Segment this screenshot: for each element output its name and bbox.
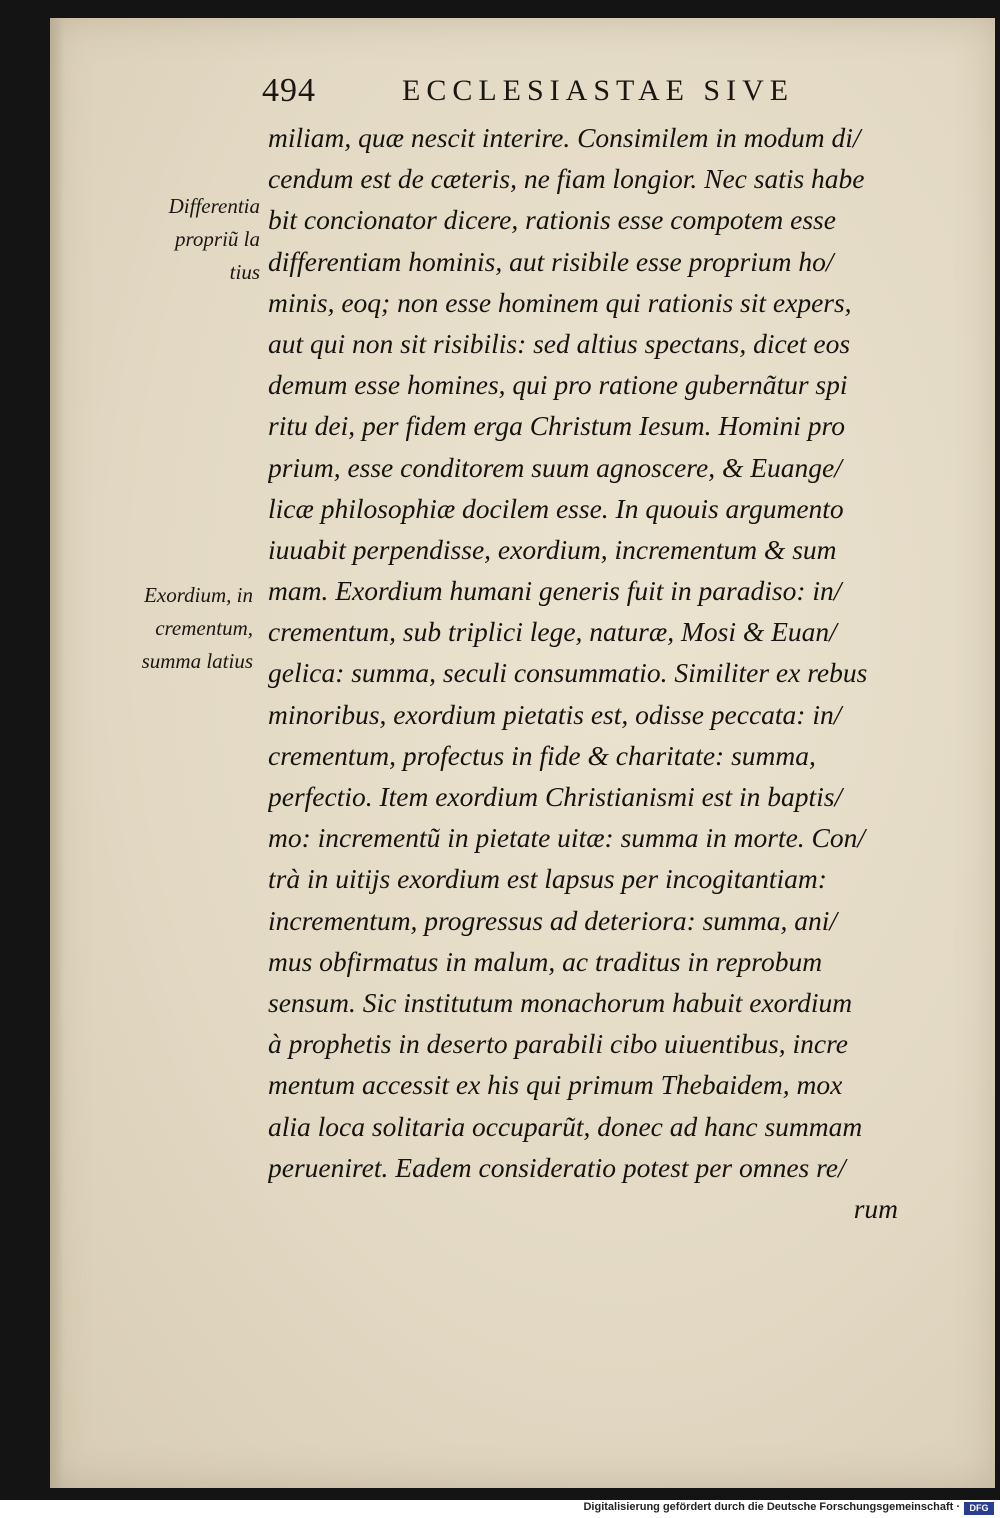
text-line: mam. Exordium humani generis fuit in paradiso: in/ (268, 575, 842, 607)
text-line: gelica: summa, seculi consummatio. Similiter ex rebus (268, 657, 868, 689)
marginal-note-line: Exordium, in (144, 583, 253, 607)
text-line: differentiam hominis, aut risibile esse proprium ho/ (268, 245, 834, 277)
marginal-note-line: summa latius (141, 649, 253, 673)
marginal-note-line: propriũ la (175, 227, 260, 251)
marginal-note-line: crementum, (155, 616, 253, 640)
marginal-note-differentia (80, 190, 260, 289)
page-header (262, 72, 902, 112)
text-line: aut qui non sit risibilis: sed altius spectans, dicet eos (268, 327, 851, 359)
text-line: mus obfirmatus in malum, ac traditus in reprobum (268, 945, 823, 977)
funding-credit: Digitalisierung gefördert durch die Deutsche Forschungsgemeinschaft · (583, 1501, 960, 1513)
catchword: rum (853, 1192, 898, 1224)
text-line: bit concionator dicere, rationis esse compotem esse (268, 204, 836, 236)
text-line: crementum, profectus in fide & charitate: summa, (268, 739, 816, 771)
text-line: à prophetis in deserto parabili cibo uiuentibus, incre (268, 1028, 848, 1060)
text-line: minoribus, exordium pietatis est, odisse peccata: in/ (268, 698, 842, 730)
marginal-note-line: Differentia (168, 194, 260, 218)
body-text (268, 117, 908, 1229)
text-line: crementum, sub triplici lege, naturæ, Mosi & Euan/ (268, 616, 837, 648)
text-line: prium, esse conditorem suum agnoscere, & Euange/ (268, 451, 842, 483)
text-line: minis, eoq; non esse hominem qui rationis sit expers, (268, 286, 852, 318)
text-line: trà in uitijs exordium est lapsus per incogitantiam: (268, 863, 827, 895)
text-line: incrementum, progressus ad deteriora: summa, ani/ (268, 904, 838, 936)
footer-bar (0, 1500, 1000, 1518)
text-line: sensum. Sic institutum monachorum habuit exordium (268, 986, 853, 1018)
marginal-note-exordium (73, 579, 253, 678)
dfg-logo-icon: DFG (964, 1502, 994, 1515)
text-line: perfectio. Item exordium Christianismi est in baptis/ (268, 781, 843, 812)
text-line: alia loca solitaria occuparũt, donec ad hanc summam (268, 1110, 863, 1142)
page-edge-shadow (50, 18, 64, 1488)
text-line: licæ philosophiæ docilem esse. In quouis argumento (268, 492, 844, 524)
marginal-note-line: tius (229, 260, 260, 284)
text-line: iuuabit perpendisse, exordium, incrementum & sum (268, 533, 837, 565)
text-line: mentum accessit ex his qui primum Thebaidem, mox (268, 1069, 843, 1101)
text-line: miliam, quæ nescit interire. Consimilem in modum di/ (268, 122, 861, 153)
running-head: ECCLESIASTAE SIVE (402, 74, 795, 107)
text-line: ritu dei, per fidem erga Christum Iesum. Homini pro (268, 410, 845, 442)
text-line: cendum est de cæteris, ne fiam longior. Nec satis habe (268, 163, 865, 195)
text-line: perueniret. Eadem consideratio potest per omnes re/ (268, 1151, 846, 1183)
text-line: demum esse homines, qui pro ratione gubernãtur spi (268, 369, 848, 401)
page-number: 494 (262, 72, 316, 109)
text-line: mo: incrementũ in pietate uitæ: summa in morte. Con/ (268, 822, 866, 854)
